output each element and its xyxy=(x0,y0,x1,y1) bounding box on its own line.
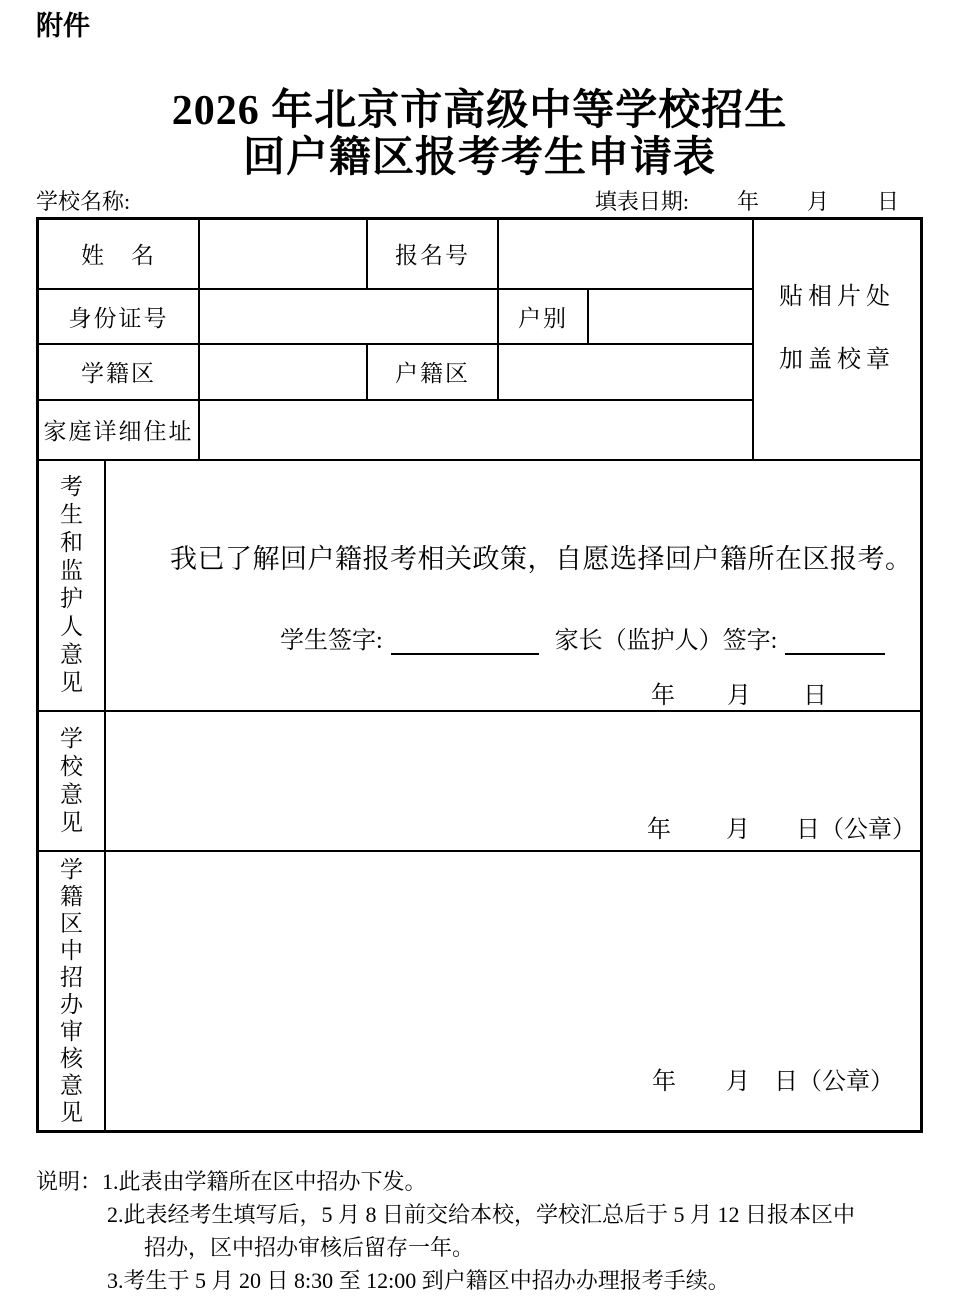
row-name xyxy=(39,220,752,290)
school-date-day-seal: 日（公章） xyxy=(796,816,916,843)
photo-box xyxy=(752,220,920,459)
section-district-review xyxy=(39,852,920,1130)
fill-date-day: 日 xyxy=(876,189,899,215)
row-id-number xyxy=(39,290,752,345)
photo-box-line2: 加盖校章 xyxy=(779,346,895,373)
home-address-label: 家庭详细住址 xyxy=(39,401,200,459)
district-date-row xyxy=(106,1061,920,1130)
policy-statement: 我已了解回户籍报考相关政策，自愿选择回户籍所在区报考。 xyxy=(170,543,913,574)
applicant-date-day: 日 xyxy=(803,682,827,709)
applicant-date-row xyxy=(106,675,920,710)
school-opinion-body xyxy=(106,712,920,850)
student-sign-label: 学生签字: xyxy=(280,627,383,654)
student-signature-line xyxy=(391,629,539,655)
form-title-line1: 2026 年北京市高级中等学校招生 xyxy=(171,88,788,135)
attachment-label: 附件 xyxy=(36,11,90,41)
hukou-type-value-cell xyxy=(589,290,752,343)
signature-row xyxy=(280,620,920,655)
row-districts xyxy=(39,345,752,401)
school-opinion-label-text: 学校意见 xyxy=(60,725,83,835)
home-address-value-cell xyxy=(200,401,752,459)
fill-date-label: 填表日期: xyxy=(594,189,689,215)
section-applicant-opinion xyxy=(39,461,920,712)
school-district-label: 学籍区 xyxy=(39,345,200,399)
note-line-4: 3.考生于 5 月 20 日 8:30 至 12:00 到户籍区中招办办理报考手续。 xyxy=(107,1267,730,1293)
applicant-opinion-label xyxy=(39,461,106,710)
reg-no-label: 报名号 xyxy=(368,220,499,288)
district-date-month: 月 xyxy=(726,1068,750,1095)
form-title-line2: 回户籍区报考考生申请表 xyxy=(242,135,716,182)
name-label: 姓 名 xyxy=(39,220,200,288)
parent-sign-label: 家长（监护人）签字: xyxy=(554,627,778,654)
district-review-body xyxy=(106,852,920,1130)
personal-info-grid xyxy=(39,220,752,459)
name-value-cell xyxy=(200,220,368,288)
school-date-year: 年 xyxy=(647,816,671,843)
school-date-row xyxy=(106,809,920,850)
note-line-1: 说明：1.此表由学籍所在区中招办下发。 xyxy=(36,1168,427,1194)
note-line-3: 招办，区中招办审核后留存一年。 xyxy=(144,1234,475,1260)
form-meta-row xyxy=(36,189,923,216)
hukou-district-label: 户籍区 xyxy=(368,345,499,399)
hukou-type-label: 户别 xyxy=(499,290,589,343)
note-line-2: 2.此表经考生填写后，5 月 8 日前交给本校，学校汇总后于 5 月 12 日报本区中 xyxy=(107,1201,856,1227)
personal-info-area xyxy=(39,220,920,461)
school-name-label: 学校名称: xyxy=(36,189,131,215)
applicant-date-year: 年 xyxy=(651,682,675,709)
district-date-day-seal: 日（公章） xyxy=(774,1068,894,1095)
id-no-label: 身份证号 xyxy=(39,290,200,343)
school-opinion-label xyxy=(39,712,106,850)
school-district-value-cell xyxy=(200,345,368,399)
form-title xyxy=(36,88,923,182)
row-home-address xyxy=(39,401,752,459)
hukou-district-value-cell xyxy=(499,345,752,399)
parent-signature-line xyxy=(785,629,885,655)
photo-box-line1: 贴相片处 xyxy=(779,283,895,310)
notes-block xyxy=(36,1165,923,1297)
id-no-value-cell xyxy=(200,290,499,343)
applicant-opinion-label-text: 考生和监护人意见 xyxy=(60,474,83,696)
district-review-label xyxy=(39,852,106,1130)
applicant-date-month: 月 xyxy=(727,682,751,709)
fill-date-group xyxy=(595,189,923,214)
reg-no-value-cell xyxy=(499,220,752,288)
application-form-table xyxy=(36,217,923,1133)
section-school-opinion xyxy=(39,712,920,852)
school-date-month: 月 xyxy=(726,816,750,843)
district-review-label-text: 学籍区中招办审核意见 xyxy=(60,856,83,1125)
fill-date-year: 年 xyxy=(736,189,759,215)
fill-date-month: 月 xyxy=(806,189,829,215)
applicant-opinion-body xyxy=(106,461,920,710)
district-date-year: 年 xyxy=(652,1068,676,1095)
